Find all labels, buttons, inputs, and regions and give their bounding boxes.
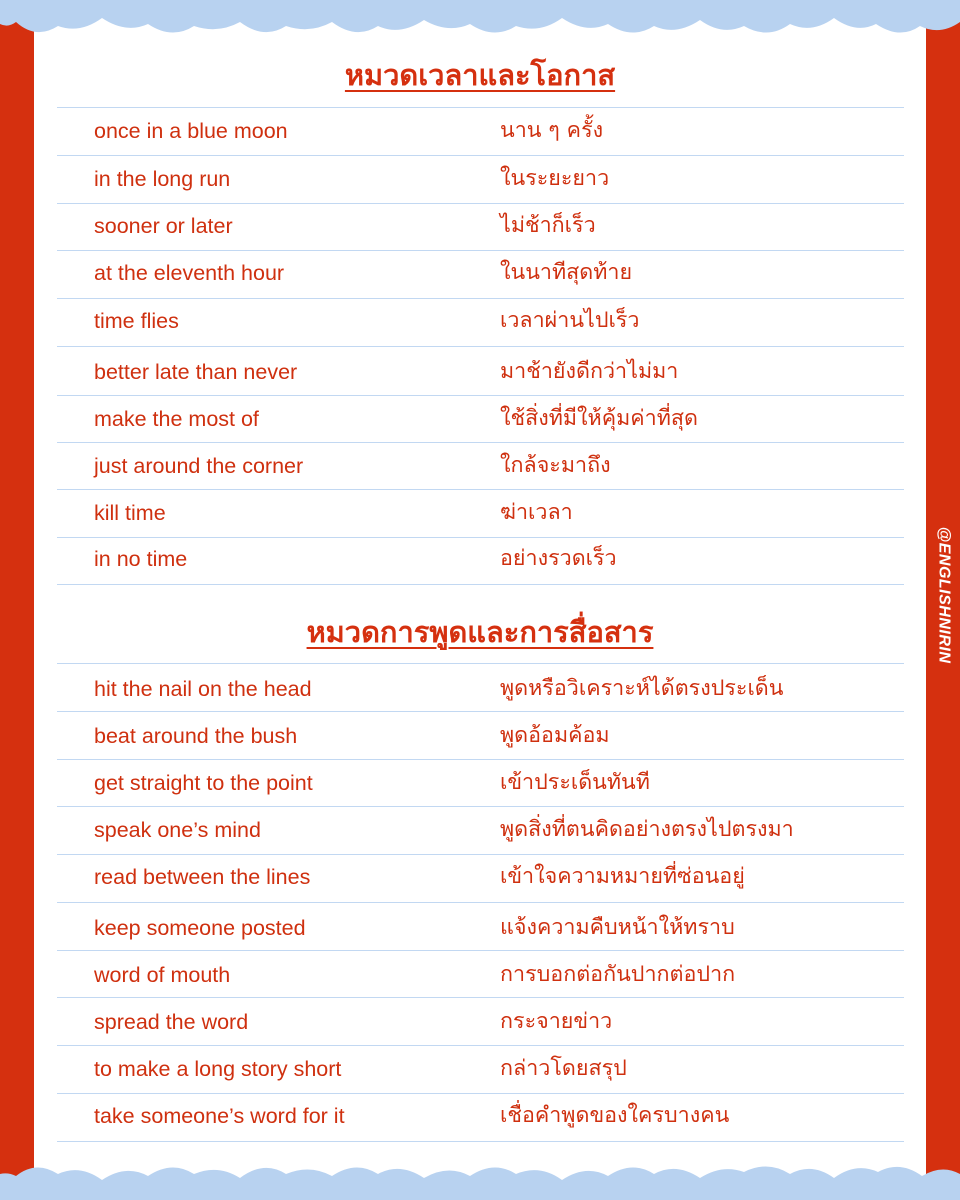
rule-line [57,155,904,156]
left-border [0,0,34,1200]
idiom-thai: ในนาทีสุดท้าย [500,260,633,285]
rule-line [57,298,904,299]
rule-line [57,107,904,108]
idiom-english: get straight to the point [94,771,313,795]
idiom-english: time flies [94,309,179,333]
idiom-english: at the eleventh hour [94,261,285,285]
watermark-text: @ENGLISHNIRIN [935,526,952,664]
rule-line [57,1093,904,1094]
rule-line [57,537,904,538]
idiom-thai: กล่าวโดยสรุป [500,1056,627,1081]
rule-line [57,1045,904,1046]
idiom-english: in the long run [94,167,231,191]
idiom-thai: เวลาผ่านไปเร็ว [500,308,640,333]
idiom-english: better late than never [94,360,298,384]
idiom-english: in no time [94,547,188,571]
idiom-thai: ใช้สิ่งที่มีให้คุ้มค่าที่สุด [500,406,698,431]
idiom-thai: แจ้งความคืบหน้าให้ทราบ [500,915,735,940]
idiom-thai: เข้าใจความหมายที่ซ่อนอยู่ [500,864,745,889]
idiom-thai: ฆ่าเวลา [500,500,573,525]
rule-line [57,902,904,903]
idiom-thai: การบอกต่อกันปากต่อปาก [500,962,736,987]
watermark-handle [926,500,960,690]
idiom-thai: ใกล้จะมาถึง [500,453,611,478]
idiom-thai: พูดอ้อมค้อม [500,723,610,748]
torn-edge-top [0,0,960,48]
idiom-thai: พูดสิ่งที่ตนคิดอย่างตรงไปตรงมา [500,817,794,842]
section-title-communication: หมวดการพูดและการสื่อสาร [306,617,654,649]
rule-line [57,711,904,712]
rule-line [57,806,904,807]
rule-line [57,997,904,998]
idiom-thai: เข้าประเด็นทันที [500,770,650,795]
rule-line [57,442,904,443]
rule-line [57,203,904,204]
rule-line [57,950,904,951]
rule-line [57,584,904,585]
idiom-english: once in a blue moon [94,119,288,143]
idiom-english: keep someone posted [94,916,306,940]
rule-line [57,250,904,251]
idiom-english: hit the nail on the head [94,677,312,701]
idiom-english: make the most of [94,407,259,431]
idiom-english: word of mouth [94,963,231,987]
section-title-time: หมวดเวลาและโอกาส [344,60,616,92]
rule-line [57,854,904,855]
idiom-thai: นาน ๆ ครั้ง [500,118,604,143]
idiom-english: take someone’s word for it [94,1104,345,1128]
rule-line [57,759,904,760]
rule-line [57,346,904,347]
idiom-thai: กระจายข่าว [500,1009,613,1034]
idiom-thai: เชื่อคำพูดของใครบางคน [500,1103,730,1128]
idiom-english: to make a long story short [94,1057,342,1081]
idiom-english: just around the corner [94,454,304,478]
rule-line [57,489,904,490]
idiom-english: read between the lines [94,865,311,889]
idiom-english: sooner or later [94,214,233,238]
rule-line [57,1141,904,1142]
idiom-english: speak one’s mind [94,818,261,842]
rule-line [57,663,904,664]
torn-edge-bottom [0,1152,960,1200]
idiom-thai: อย่างรวดเร็ว [500,546,617,571]
rule-line [57,395,904,396]
idiom-english: kill time [94,501,166,525]
idiom-english: spread the word [94,1010,249,1034]
idiom-thai: ไม่ช้าก็เร็ว [500,213,596,238]
idiom-english: beat around the bush [94,724,298,748]
idiom-thai: มาช้ายังดีกว่าไม่มา [500,359,679,384]
idiom-thai: ในระยะยาว [500,166,610,191]
idiom-thai: พูดหรือวิเคราะห์ได้ตรงประเด็น [500,676,784,701]
